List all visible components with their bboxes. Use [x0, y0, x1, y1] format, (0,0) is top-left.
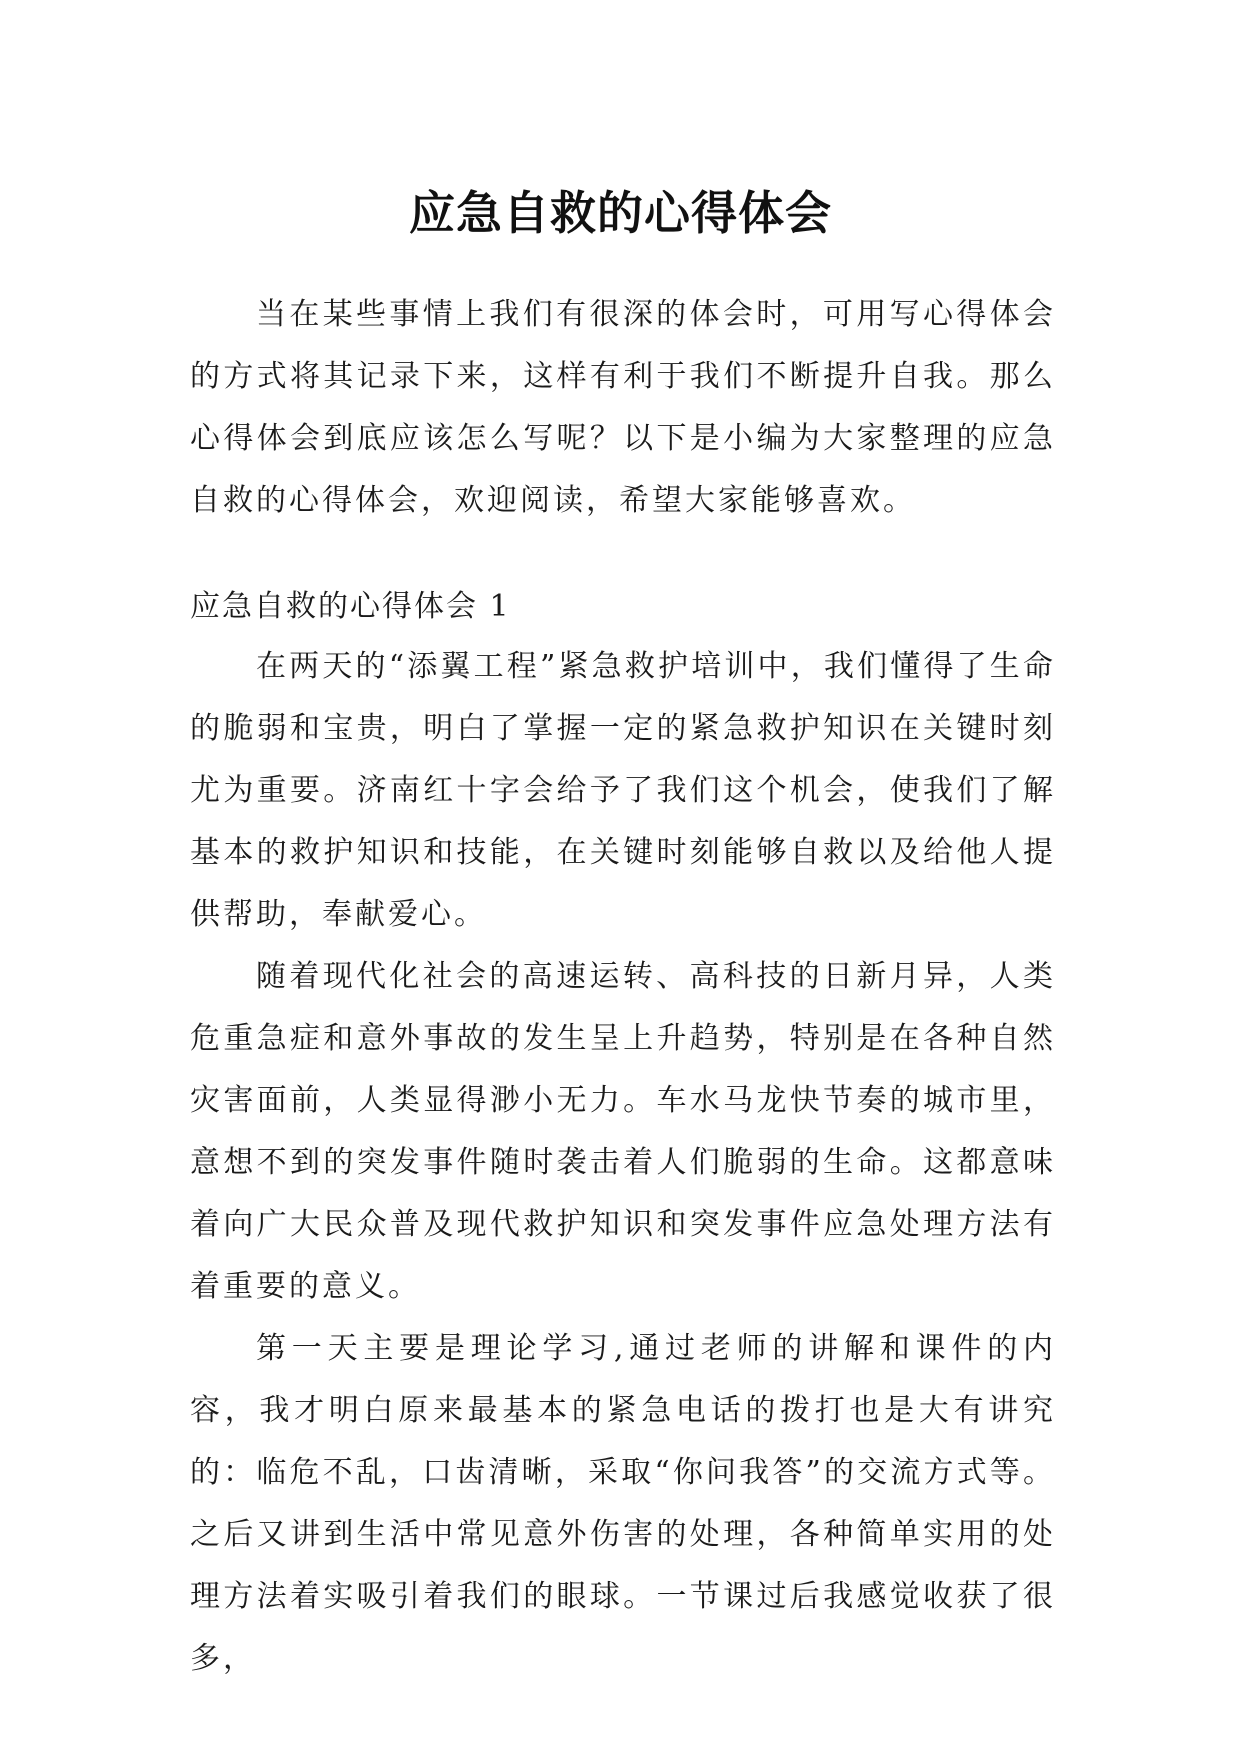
section-body [190, 636, 1056, 1690]
body-paragraph-2: 随着现代化社会的高速运转、高科技的日新月异，人类危重急症和意外事故的发生呈上升趋势，特别是在各种自然灾害面前，人类显得渺小无力。车水马龙快节奏的城市里，意想不到的突发事件随时袭击着人们脆弱的生命。这都意味着向广大民众普及现代救护知识和突发事件应急处理方法有着重要的意义。 [190, 959, 1056, 1304]
intro-paragraph: 当在某些事情上我们有很深的体会时，可用写心得体会的方式将其记录下来，这样有利于我们不断提升自我。那么心得体会到底应该怎么写呢？以下是小编为大家整理的应急自救的心得体会，欢迎阅读，希望大家能够喜欢。 [190, 297, 1056, 518]
body-paragraph-1: 在两天的“添翼工程”紧急救护培训中，我们懂得了生命的脆弱和宝贵，明白了掌握一定的紧急救护知识在关键时刻尤为重要。济南红十字会给予了我们这个机会，使我们了解基本的救护知识和技能，在关键时刻能够自救以及给他人提供帮助，奉献爱心。 [190, 649, 1056, 932]
section-heading: 应急自救的心得体会 1 [190, 589, 511, 624]
document-title: 应急自救的心得体会 [409, 185, 832, 240]
intro-section [190, 284, 1056, 532]
body-paragraph-3: 第一天主要是理论学习,通过老师的讲解和课件的内容，我才明白原来最基本的紧急电话的拨打也是大有讲究的：临危不乱，口齿清晰，采取“你问我答”的交流方式等。之后又讲到生活中常见意外伤害的处理，各种简单实用的处理方法着实吸引着我们的眼球。一节课过后我感觉收获了很多， [190, 1331, 1056, 1676]
